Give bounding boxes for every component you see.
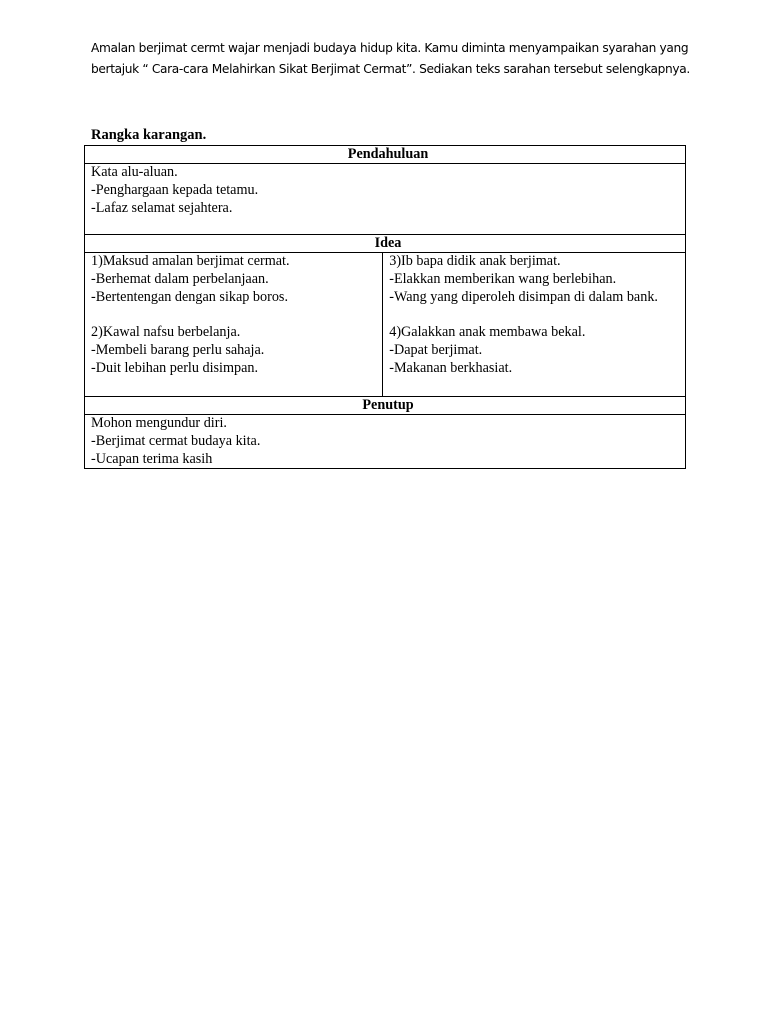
idea-title: 4)Galakkan anak membawa bekal. — [389, 324, 586, 341]
closing-line: -Berjimat cermat budaya kita. — [91, 432, 261, 449]
introduction-content — [85, 164, 686, 235]
introduction-body-row — [85, 164, 686, 235]
spacer — [91, 306, 382, 324]
closing-line: Mohon mengundur diri. — [91, 415, 227, 431]
ideas-right-column — [383, 253, 686, 397]
idea-point: -Makanan berkhasiat. — [389, 359, 513, 376]
idea-point: -Dapat berjimat. — [389, 341, 483, 358]
closing-line: -Ucapan terima kasih — [91, 450, 213, 467]
idea-point: -Elakkan memberikan wang berlebihan. — [389, 270, 617, 287]
spacer — [389, 306, 685, 324]
idea-title: 3)Ib bapa didik anak berjimat. — [389, 253, 561, 269]
ideas-left-column — [85, 253, 383, 397]
outline-heading: Rangka karangan. — [91, 127, 207, 143]
introduction-line: -Lafaz selamat sejahtera. — [91, 199, 233, 216]
idea-point: -Bertentengan dengan sikap boros. — [91, 288, 288, 305]
closing-title: Penutup — [85, 397, 686, 415]
idea-title: 2)Kawal nafsu berbelanja. — [91, 324, 241, 341]
essay-outline-table — [84, 145, 686, 469]
closing-content — [85, 415, 686, 469]
closing-body-row — [85, 415, 686, 469]
ideas-title: Idea — [85, 235, 686, 253]
prompt-line-1: Amalan berjimat cermt wajar menjadi budaya hidup kita. Kamu diminta menyampaikan syarahan yang — [91, 41, 689, 55]
idea-title: 1)Maksud amalan berjimat cermat. — [91, 253, 290, 269]
closing-header-row — [85, 397, 686, 415]
ideas-body-row — [85, 253, 686, 397]
ideas-header-row — [85, 235, 686, 253]
prompt-line-2: bertajuk “ Cara-cara Melahirkan Sikat Berjimat Cermat”. Sediakan teks sarahan tersebut selengkapnya. — [91, 62, 690, 76]
idea-point: -Membeli barang perlu sahaja. — [91, 341, 265, 358]
idea-point: -Duit lebihan perlu disimpan. — [91, 359, 259, 376]
introduction-header-row — [85, 146, 686, 164]
introduction-line: -Penghargaan kepada tetamu. — [91, 181, 259, 198]
introduction-line: Kata alu-aluan. — [91, 164, 178, 180]
idea-point: -Wang yang diperoleh disimpan di dalam bank. — [389, 288, 658, 305]
idea-point: -Berhemat dalam perbelanjaan. — [91, 270, 269, 287]
essay-prompt — [91, 38, 691, 80]
introduction-title: Pendahuluan — [85, 146, 686, 164]
